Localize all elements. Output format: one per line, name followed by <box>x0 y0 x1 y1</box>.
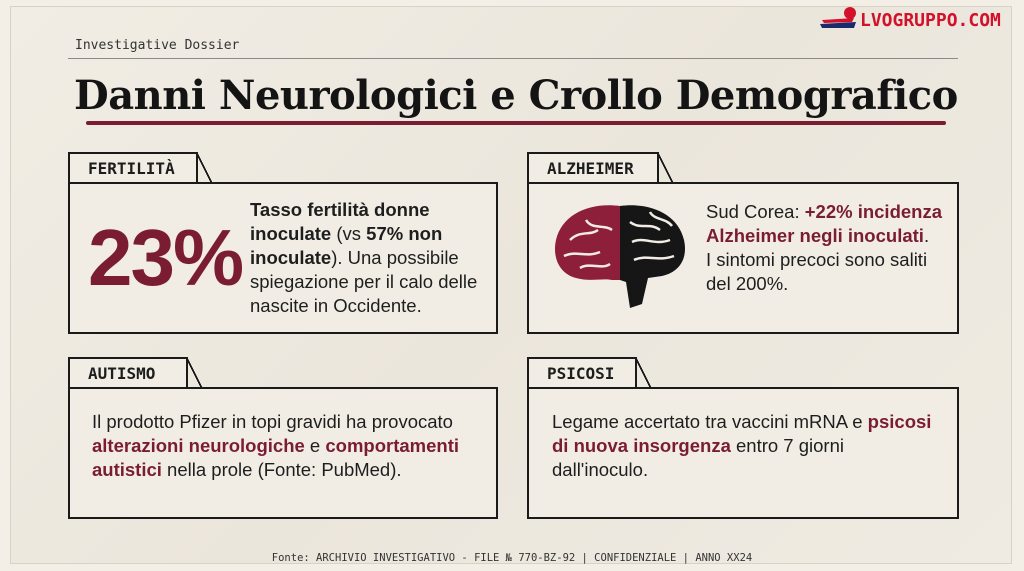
psicosi-text-2: entro 7 giorni dall'inoculo. <box>552 435 844 480</box>
top-rule <box>68 58 958 59</box>
site-logo[interactable] <box>818 6 1008 32</box>
source-footer: Fonte: ARCHIVIO INVESTIGATIVO - FILE № 770-BZ-92 | CONFIDENZIALE | ANNO XX24 <box>271 552 753 564</box>
brain-icon <box>550 200 690 312</box>
autismo-highlight-1: alterazioni neurologiche <box>92 435 305 456</box>
psicosi-highlight: psicosi di nuova insorgenza <box>552 411 932 456</box>
logo-icon <box>818 6 858 32</box>
alzheimer-text-2: . <box>923 225 930 246</box>
dossier-kicker: Investigative Dossier <box>75 38 240 53</box>
autismo-highlight-2: comportamenti autistici <box>92 435 460 480</box>
alzheimer-text-1: Sud Corea: <box>706 201 805 222</box>
fertilita-text <box>250 198 490 318</box>
fertilita-bold-1: Tasso fertilità donne inoculate <box>250 199 430 244</box>
tab-autismo: AUTISMO <box>68 357 188 387</box>
alzheimer-text <box>706 200 946 296</box>
fertility-stat: 23% <box>88 213 243 302</box>
autismo-text-3: nella prole (Fonte: PubMed). <box>161 459 402 480</box>
page-title: Danni Neurologici e Crollo Demografico <box>74 72 958 119</box>
psicosi-text <box>552 410 937 482</box>
fertilita-text-2: ). Una possibile spiegazione per il calo delle nascite in Occidente. <box>250 247 478 316</box>
autismo-text-2: e <box>304 435 326 456</box>
autismo-text <box>92 410 487 482</box>
fertilita-bold-2: 57% non inoculate <box>250 223 443 268</box>
psicosi-text-1: Legame accertato tra vaccini mRNA e <box>552 411 868 432</box>
tab-psicosi: PSICOSI <box>527 357 637 387</box>
autismo-text-1: Il prodotto Pfizer in topi gravidi ha provocato <box>92 411 453 432</box>
title-underline <box>86 121 946 125</box>
tab-fertilita: FERTILITÀ <box>68 152 198 182</box>
tab-alzheimer: ALZHEIMER <box>527 152 659 182</box>
fertilita-text-1: (vs <box>331 223 367 244</box>
alzheimer-text-3: I sintomi precoci sono saliti del 200%. <box>706 249 928 294</box>
alzheimer-highlight: +22% incidenza Alzheimer negli inoculati <box>706 201 943 246</box>
logo-text: LVOGRUPPO.COM <box>860 10 1001 31</box>
